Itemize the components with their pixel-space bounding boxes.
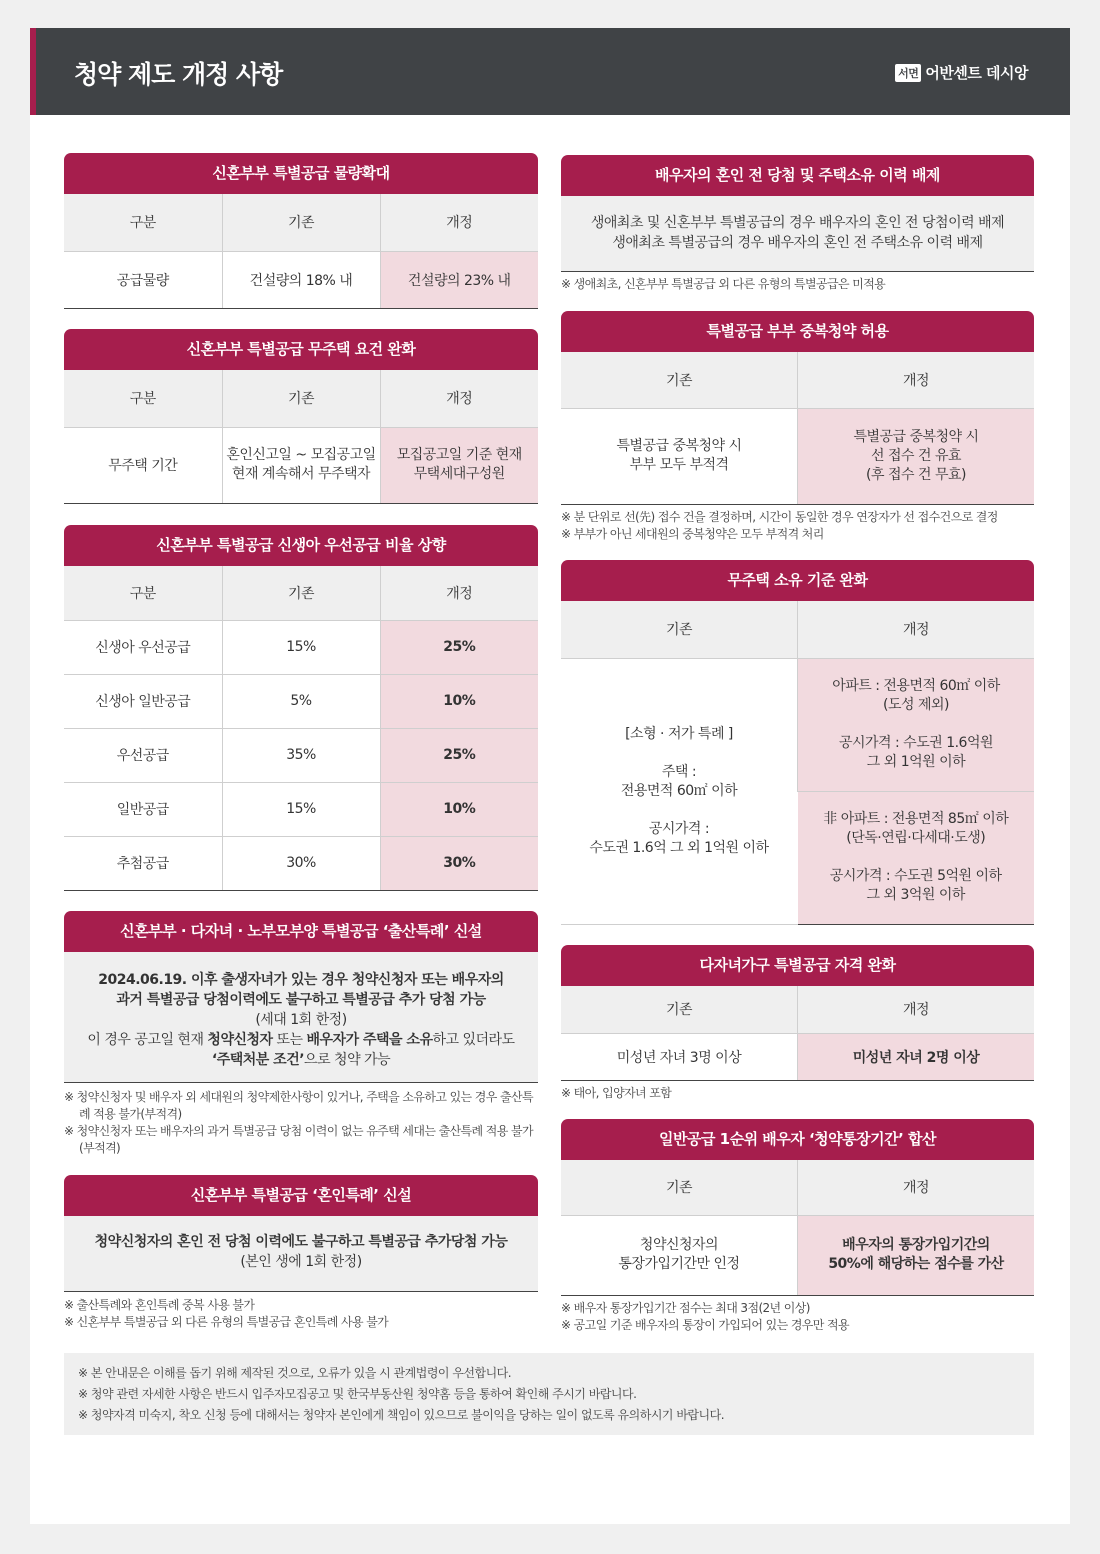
- brand-tag: 서면: [895, 64, 921, 82]
- text-line: [64, 1232, 538, 1252]
- note-item: ※ 청약신청자 및 배우자 외 세대원의 청약제한사항이 있거나, 주택을 소유하고 있는 경우 출산특례 적용 불가(부적격): [64, 1090, 533, 1121]
- section-spouse-history: [561, 155, 1034, 293]
- cell-line: 혼인신고일 ~ 모집공고일: [226, 447, 376, 463]
- table-cell-revised: [798, 408, 1035, 504]
- cell-line: (후 접수 건 무효): [866, 466, 966, 483]
- table-cell: 15%: [222, 620, 380, 674]
- col-header: 개정: [380, 370, 538, 427]
- disclaimer-footer: [64, 1353, 1034, 1435]
- cell-line: 공시가격 : 수도권 5억원 이하: [829, 868, 1002, 884]
- account-period-table: [561, 1160, 1034, 1296]
- section-title: 특별공급 부부 중복청약 허용: [561, 311, 1034, 352]
- cell-line: 모집공고일 기준 현재: [396, 447, 522, 463]
- cell-line: 선 접수 건 유효: [871, 447, 961, 464]
- table-cell-revised: [798, 1215, 1035, 1295]
- text-line-bold: 청약신청자의 혼인 전 당첨 이력에도 불구하고 특별공급 추가당첨 가능: [94, 1234, 508, 1250]
- table-cell-revised: 미성년 자녀 2명 이상: [798, 1033, 1035, 1080]
- col-header: 개정: [798, 986, 1035, 1033]
- col-header: 구분: [64, 370, 222, 427]
- newborn-ratio-table: [64, 566, 538, 891]
- col-header: 구분: [64, 566, 222, 620]
- section-newlywed-quota: [64, 153, 538, 309]
- notes: [64, 1297, 538, 1331]
- section-account-period: [561, 1119, 1034, 1334]
- cell-line: 특별공급 중복청약 시: [853, 428, 979, 445]
- note-item: ※ 신혼부부 특별공급 외 다른 유형의 특별공급 혼인특례 사용 불가: [64, 1315, 389, 1329]
- text-span: 으로 청약 가능: [304, 1052, 391, 1068]
- text-line: (세대 1회 한정): [255, 1012, 347, 1028]
- table-cell-revised: 25%: [380, 620, 538, 674]
- cell-line: 현재 계속해서 무주택자: [231, 466, 371, 482]
- table-cell: 건설량의 18% 내: [222, 251, 380, 308]
- marriage-exception-box: [64, 1216, 538, 1292]
- notes: [64, 1089, 538, 1157]
- text-line: 생애최초 특별공급의 경우 배우자의 혼인 전 주택소유 이력 배제: [612, 235, 983, 251]
- section-title: 신혼부부 특별공급 신생아 우선공급 비율 상향: [64, 525, 538, 566]
- note-item: ※ 분 단위로 선(先) 접수 건을 결정하며, 시간이 동일한 경우 연장자가 선 접수건으로 결정: [561, 509, 998, 524]
- cell-line: 청약신청자의: [639, 1237, 719, 1253]
- table-cell: 공급물량: [64, 251, 222, 308]
- text-span-bold: ‘주택처분 조건’: [211, 1052, 305, 1068]
- table-cell: 5%: [222, 674, 380, 728]
- col-header: 기존: [561, 986, 798, 1033]
- text-line: (본인 생에 1회 한정): [240, 1254, 362, 1270]
- text-span: 이 경우 공고일 현재: [87, 1032, 208, 1048]
- section-title: 신혼부부 · 다자녀 · 노부모부양 특별공급 ‘출산특례’ 신설: [64, 911, 538, 952]
- table-cell: 15%: [222, 782, 380, 836]
- section-title: 배우자의 혼인 전 당첨 및 주택소유 이력 배제: [561, 155, 1034, 196]
- col-header: 기존: [222, 566, 380, 620]
- text-span-bold: 배우자가 주택을 소유: [306, 1032, 433, 1048]
- table-cell: [222, 427, 380, 503]
- text-line-bold: 과거 특별공급 당첨이력에도 불구하고 특별공급 추가 당첨 가능: [116, 992, 486, 1008]
- col-header: 기존: [561, 352, 798, 408]
- col-header: 기존: [561, 601, 798, 658]
- table-cell-revised: 건설량의 23% 내: [380, 251, 538, 308]
- quota-table: [64, 194, 538, 309]
- text-line: [64, 990, 538, 1010]
- table-cell-revised: [798, 791, 1035, 924]
- note-item: ※ 생애최초, 신혼부부 특별공급 외 다른 유형의 특별공급은 미적용: [561, 277, 886, 291]
- cell-line: 공시가격 :: [648, 820, 710, 837]
- table-cell-revised: 10%: [380, 674, 538, 728]
- title-accent-strip: [30, 28, 36, 115]
- table-cell: 미성년 자녀 3명 이상: [561, 1033, 798, 1080]
- col-header: 구분: [64, 194, 222, 251]
- cell-line: 수도권 1.6억 그 외 1억원 이하: [589, 839, 769, 856]
- text-line: [64, 1050, 538, 1070]
- text-span: 하고 있더라도: [432, 1032, 515, 1048]
- notes: [561, 1300, 1034, 1334]
- section-title: 신혼부부 특별공급 물량확대: [64, 153, 538, 194]
- cell-line: 주택 :: [661, 763, 697, 780]
- text-line: [64, 970, 538, 990]
- cell-line: [소형 · 저가 특례 ]: [625, 725, 733, 742]
- section-newborn-ratio: [64, 525, 538, 891]
- notes: [561, 276, 1034, 293]
- cell-line: 특별공급 중복청약 시: [616, 438, 742, 454]
- section-title: 무주택 소유 기준 완화: [561, 560, 1034, 601]
- section-title: 신혼부부 특별공급 무주택 요건 완화: [64, 329, 538, 370]
- col-header: 개정: [798, 601, 1035, 658]
- disclaimer-line: ※ 본 안내문은 이해를 돕기 위해 제작된 것으로, 오류가 있을 시 관계법령이 우선합니다.: [78, 1366, 512, 1380]
- section-homeless-criteria: [561, 560, 1034, 925]
- section-birth-exception: [64, 911, 538, 1157]
- note-item: ※ 태아, 입양자녀 포함: [561, 1085, 672, 1100]
- section-duplicate-application: [561, 311, 1034, 543]
- multichild-table: [561, 986, 1034, 1081]
- col-header: 기존: [222, 370, 380, 427]
- table-cell: 35%: [222, 728, 380, 782]
- cell-line: 공시가격 : 수도권 1.6억원: [838, 735, 994, 751]
- text-span: 또는: [272, 1032, 307, 1048]
- col-header: 개정: [798, 352, 1035, 408]
- homeless-table: [64, 370, 538, 504]
- table-cell-revised: 25%: [380, 728, 538, 782]
- cell-line: 통장가입기간만 인정: [618, 1256, 740, 1272]
- section-multichild: [561, 945, 1034, 1102]
- cell-line: 전용면적 60㎡ 이하: [620, 782, 738, 799]
- duplicate-table: [561, 352, 1034, 505]
- col-header: 기존: [222, 194, 380, 251]
- table-cell: [561, 658, 798, 924]
- table-cell: [561, 408, 798, 504]
- table-cell: 30%: [222, 836, 380, 890]
- cell-line: 무택세대구성원: [413, 466, 505, 482]
- notes: [561, 1085, 1034, 1102]
- table-cell-revised: 10%: [380, 782, 538, 836]
- table-cell: 무주택 기간: [64, 427, 222, 503]
- disclaimer-line: ※ 청약자격 미숙지, 착오 신청 등에 대해서는 청약자 본인에게 책임이 있으므로 불이익을 당하는 일이 없도록 유의하시기 바랍니다.: [78, 1408, 725, 1422]
- note-item: ※ 부부가 아닌 세대원의 중복청약은 모두 부적격 처리: [561, 526, 824, 541]
- brand-logo: [895, 62, 1028, 83]
- cell-line: 아파트 : 전용면적 60㎡ 이하: [832, 678, 1000, 694]
- section-title: 다자녀가구 특별공급 자격 완화: [561, 945, 1034, 986]
- table-cell-revised: 30%: [380, 836, 538, 890]
- cell-line: 부부 모두 부적격: [629, 457, 729, 473]
- table-cell-revised: [380, 427, 538, 503]
- col-header: 개정: [380, 566, 538, 620]
- section-title: 신혼부부 특별공급 ‘혼인특례’ 신설: [64, 1175, 538, 1216]
- page-title: 청약 제도 개정 사항: [74, 60, 283, 89]
- homeless-criteria-table: [561, 601, 1034, 925]
- disclaimer-line: ※ 청약 관련 자세한 사항은 반드시 입주자모집공고 및 한국부동산원 청약홈 등을 통하여 확인해 주시기 바랍니다.: [78, 1387, 637, 1401]
- cell-line: (단독·연립·다세대·도생): [846, 830, 986, 846]
- note-item: ※ 출산특례와 혼인특례 중복 사용 불가: [64, 1298, 255, 1312]
- birth-exception-box: [64, 952, 538, 1083]
- note-item: ※ 공고일 기준 배우자의 통장이 가입되어 있는 경우만 적용: [561, 1317, 849, 1332]
- col-header: 개정: [798, 1160, 1035, 1215]
- table-cell: 일반공급: [64, 782, 222, 836]
- col-header: 개정: [380, 194, 538, 251]
- table-cell: 우선공급: [64, 728, 222, 782]
- table-cell: 신생아 우선공급: [64, 620, 222, 674]
- note-item: ※ 청약신청자 또는 배우자의 과거 특별공급 당첨 이력이 없는 유주택 세대는 출산특례 적용 불가(부적격): [64, 1124, 533, 1155]
- text-line: [64, 1030, 538, 1050]
- text-line-bold: 2024.06.19. 이후 출생자녀가 있는 경우 청약신청자 또는 배우자의: [98, 972, 504, 988]
- notes: [561, 509, 1034, 543]
- col-header: 기존: [561, 1160, 798, 1215]
- cell-line: 그 외 3억원 이하: [866, 887, 965, 903]
- section-title: 일반공급 1순위 배우자 ‘청약통장기간’ 합산: [561, 1119, 1034, 1160]
- table-cell-revised: [798, 658, 1035, 791]
- brand-name: 어반센트 데시앙: [925, 64, 1028, 82]
- title-bar: [30, 28, 1070, 115]
- text-line: 생애최초 및 신혼부부 특별공급의 경우 배우자의 혼인 전 당첨이력 배제: [590, 215, 1005, 231]
- section-homeless-requirement: [64, 329, 538, 504]
- cell-line: 배우자의 통장가입기간의: [842, 1237, 990, 1253]
- spouse-history-box: [561, 196, 1034, 272]
- cell-line: (도성 제외): [883, 697, 949, 713]
- table-cell: 신생아 일반공급: [64, 674, 222, 728]
- table-cell: 추첨공급: [64, 836, 222, 890]
- cell-line: 非 아파트 : 전용면적 85㎡ 이하: [823, 811, 1009, 827]
- cell-line: 50%에 해당하는 점수를 가산: [828, 1256, 1004, 1272]
- text-span-bold: 청약신청자: [207, 1032, 273, 1048]
- cell-line: 그 외 1억원 이하: [866, 754, 966, 770]
- section-marriage-exception: [64, 1175, 538, 1331]
- table-cell: [561, 1215, 798, 1295]
- note-item: ※ 배우자 통장가입기간 점수는 최대 3점(2년 이상): [561, 1300, 810, 1315]
